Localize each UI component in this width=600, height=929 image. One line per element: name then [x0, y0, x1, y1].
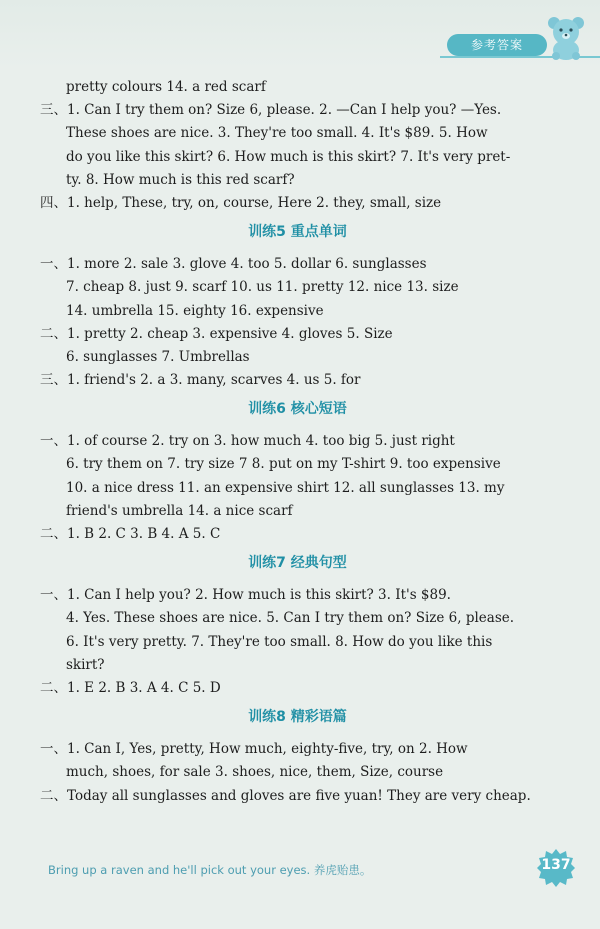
answer-content: [40, 76, 555, 808]
text-line: 6. try them on 7. try size 7 8. put on my T-shirt 9. too expensive: [66, 456, 501, 473]
text-line: pretty colours 14. a red scarf: [66, 79, 266, 95]
text-line: 一、1. Can I, Yes, pretty, How much, eighty-five, try, on 2. How: [40, 741, 468, 758]
text-line: 7. cheap 8. just 9. scarf 10. us 11. pretty 12. nice 13. size: [66, 279, 459, 296]
text-line: 四、1. help, These, try, on, course, Here 2. they, small, size: [40, 194, 442, 211]
text-line: 6. It's very pretty. 7. They're too small. 8. How do you like this: [66, 633, 493, 650]
teddy-bear-icon: [544, 14, 588, 60]
text-line: skirt?: [66, 656, 105, 673]
text-line: ty. 8. How much is this red scarf?: [66, 171, 295, 188]
text-line: friend's umbrella 14. a nice scarf: [66, 502, 293, 519]
section-heading-7: 训练7 经典句型: [248, 555, 347, 572]
text-line: 二、Today all sunglasses and gloves are five yuan! They are very cheap.: [40, 787, 531, 804]
section-heading-6: 训练6 核心短语: [248, 401, 347, 418]
text-line: 10. a nice dress 11. an expensive shirt 12. all sunglasses 13. my: [66, 479, 505, 496]
text-line: 14. umbrella 15. eighty 16. expensive: [66, 302, 324, 319]
page-number: 137: [541, 857, 571, 873]
section-heading-8: 训练8 精彩语篇: [248, 709, 347, 726]
text-line: much, shoes, for sale 3. shoes, nice, them, Size, course: [66, 764, 444, 781]
text-line: These shoes are nice. 3. They're too small. 4. It's $89. 5. How: [66, 125, 488, 142]
text-line: 三、1. Can I try them on? Size 6, please. 2. —Can I help you? —Yes.: [40, 102, 502, 119]
section-heading-5: 训练5 重点单词: [248, 224, 347, 241]
footer-proverb: Bring up a raven and he'll pick out your eyes. 养虎贻患。: [48, 863, 372, 877]
text-line: 一、1. of course 2. try on 3. how much 4. too big 5. just right: [40, 433, 455, 450]
text-line: 三、1. friend's 2. a 3. many, scarves 4. us 5. for: [40, 372, 361, 389]
text-line: 二、1. E 2. B 3. A 4. C 5. D: [40, 679, 221, 696]
answer-key-tab: 参考答案: [447, 34, 547, 56]
text-line: 二、1. B 2. C 3. B 4. A 5. C: [40, 526, 221, 542]
text-line: 二、1. pretty 2. cheap 3. expensive 4. gloves 5. Size: [40, 325, 393, 342]
text-line: 一、1. Can I help you? 2. How much is this skirt? 3. It's $89.: [40, 587, 451, 604]
text-line: 一、1. more 2. sale 3. glove 4. too 5. dollar 6. sunglasses: [40, 256, 427, 273]
text-line: do you like this skirt? 6. How much is this skirt? 7. It's very pret-: [66, 148, 511, 165]
text-line: 6. sunglasses 7. Umbrellas: [66, 348, 250, 365]
text-line: 4. Yes. These shoes are nice. 5. Can I try them on? Size 6, please.: [66, 610, 515, 627]
